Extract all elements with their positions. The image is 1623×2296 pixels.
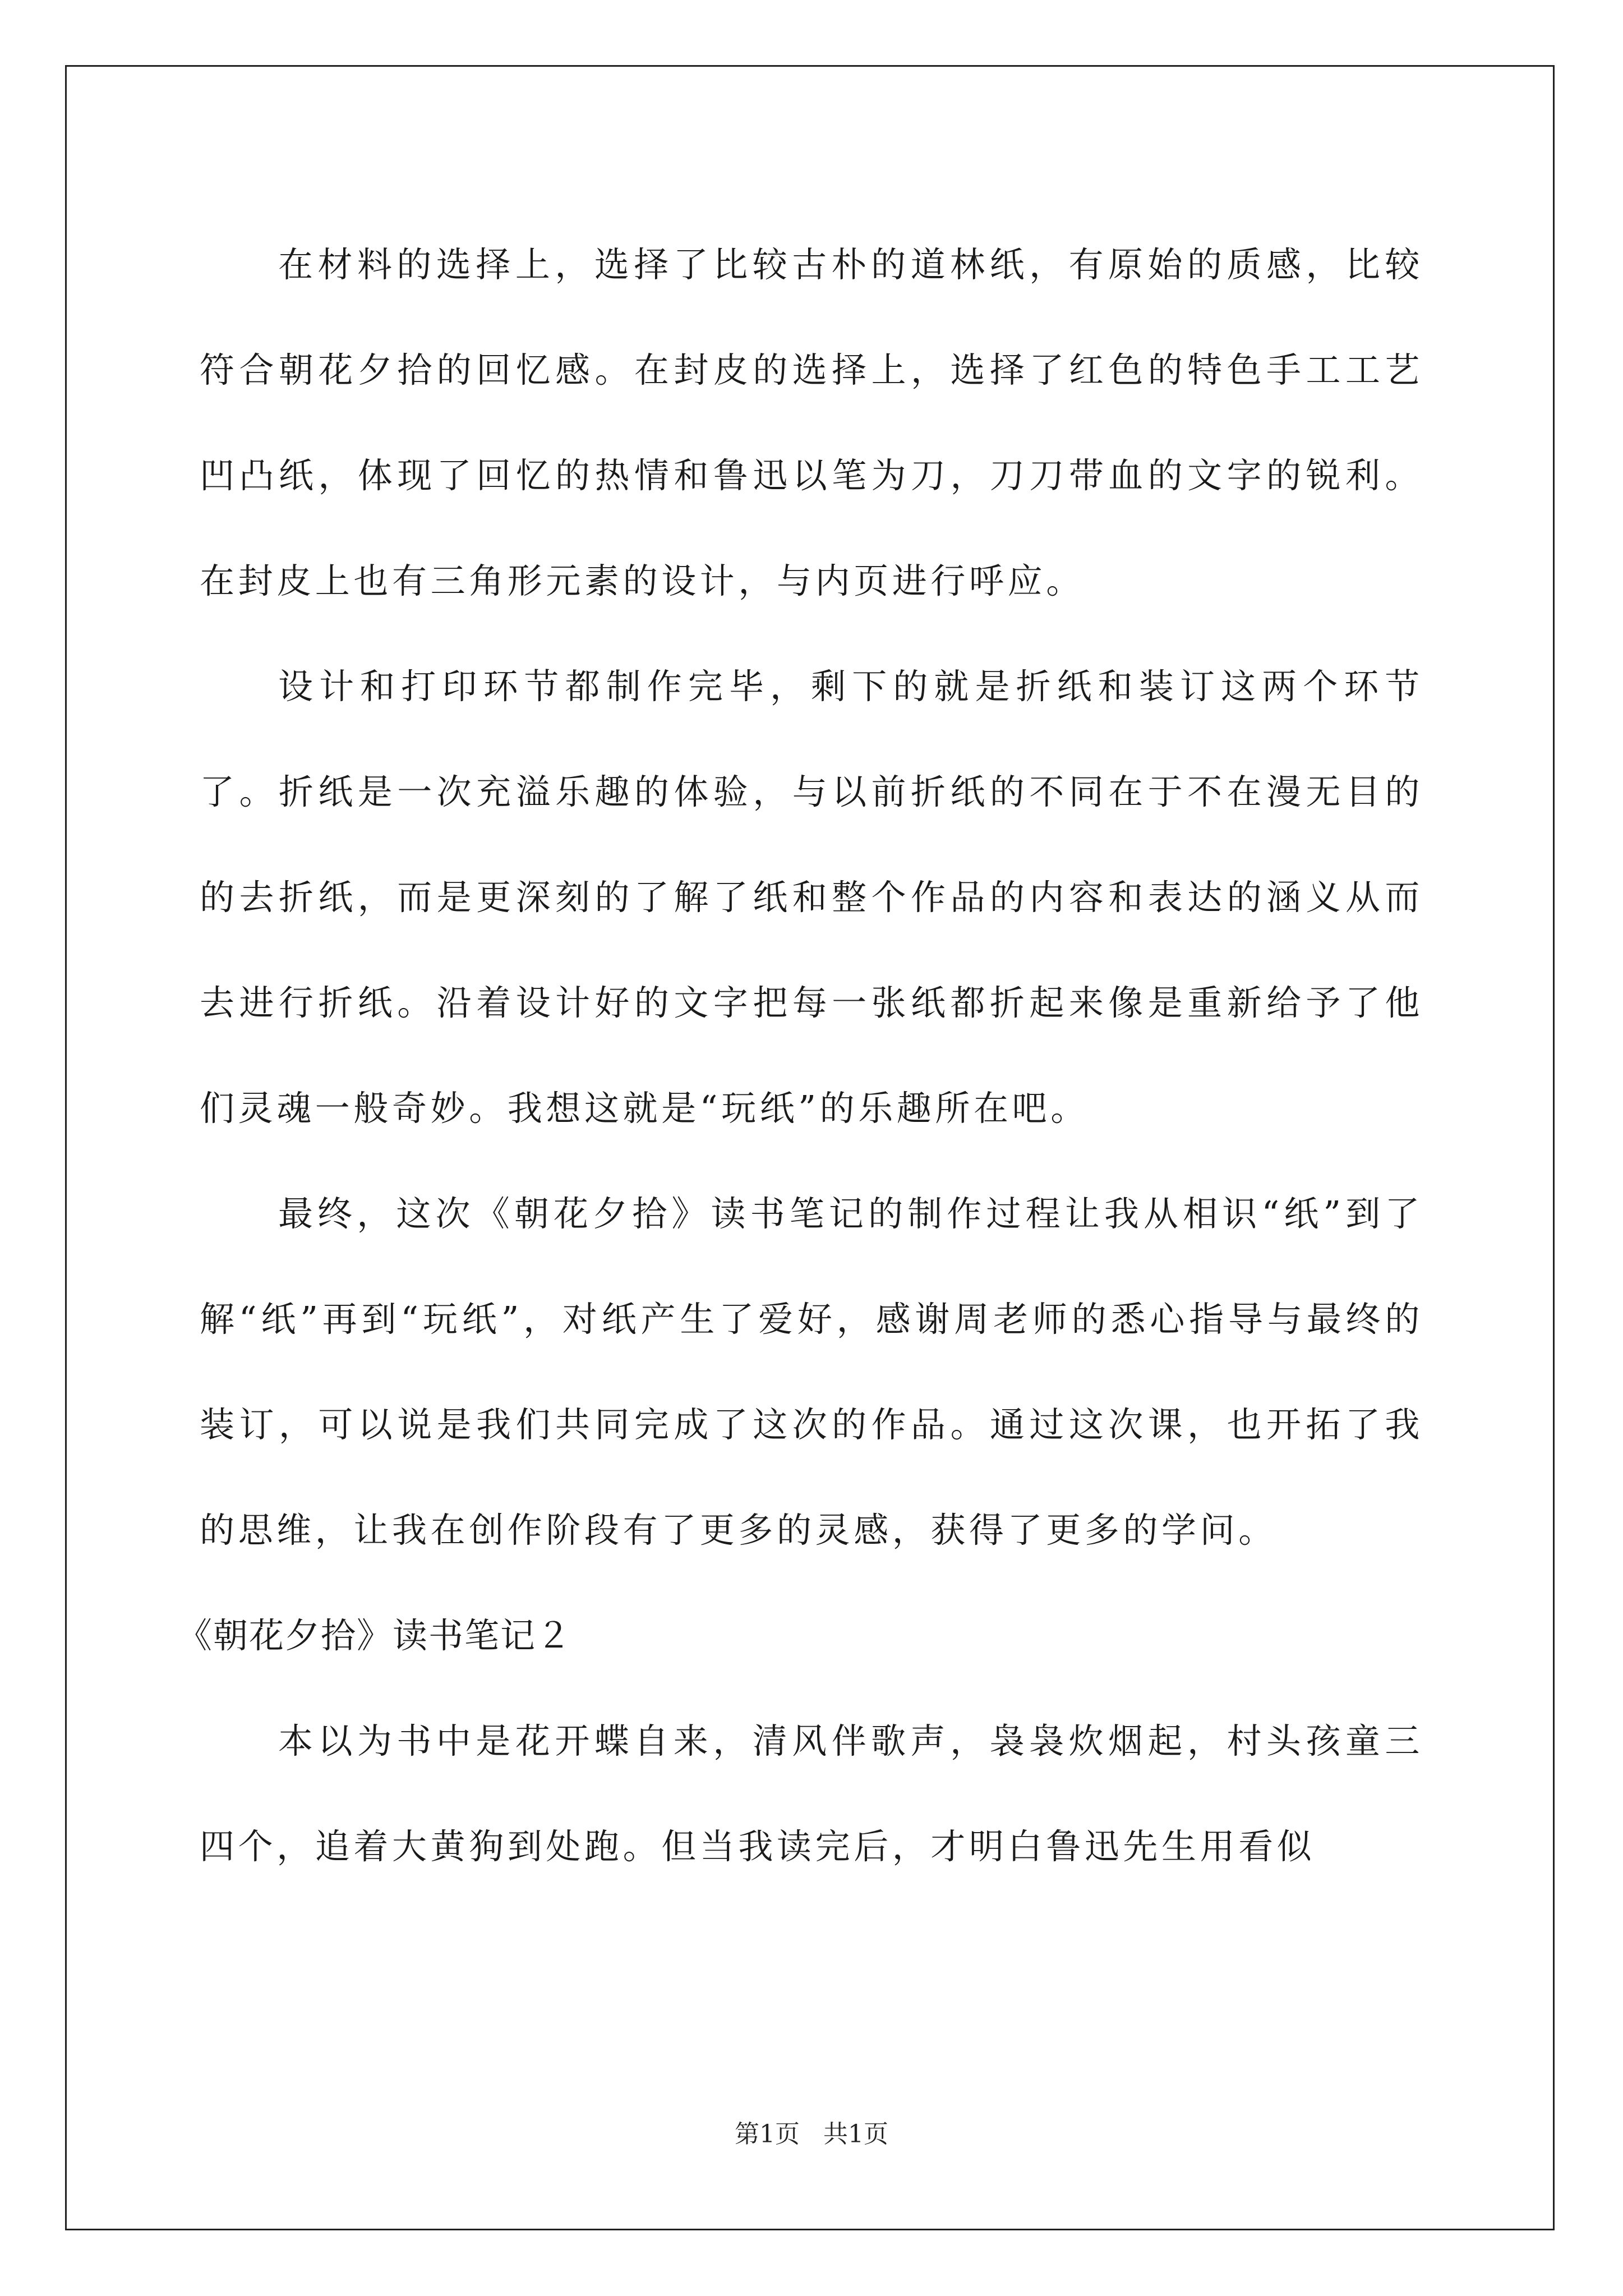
- page-total: 共1页: [823, 2120, 888, 2148]
- document-body: [177, 212, 1423, 1899]
- page-footer: [0, 2114, 1623, 2150]
- page-number: 第1页: [735, 2120, 800, 2148]
- paragraph-section-start: 本以为书中是花开蝶自来，清风伴歌声，袅袅炊烟起，村头孩童三四个，追着大黄狗到处跑。但当我读完后，才明白鲁迅先生用看似: [200, 1720, 1423, 1867]
- paragraph-conclusion: 最终，这次《朝花夕拾》读书笔记的制作过程让我从相识“纸”到了解“纸”再到“玩纸”，对纸产生了爱好，感谢周老师的悉心指导与最终的装订，可以说是我们共同完成了这次的作品。通过这次课，也开拓了我的思维，让我在创作阶段有了更多的灵感，获得了更多的学问。: [200, 1193, 1423, 1550]
- paragraph-materials: 在材料的选择上，选择了比较古朴的道林纸，有原始的质感，比较符合朝花夕拾的回忆感。在封皮的选择上，选择了红色的特色手工工艺凹凸纸，体现了回忆的热情和鲁迅以笔为刀，刀刀带血的文字的锐利。在封皮上也有三角形元素的设计，与内页进行呼应。: [200, 244, 1423, 601]
- section-heading: 《朝花夕拾》读书笔记２: [177, 1615, 573, 1656]
- paragraph-folding: 设计和打印环节都制作完毕，剩下的就是折纸和装订这两个环节了。折纸是一次充溢乐趣的体验，与以前折纸的不同在于不在漫无目的的去折纸，而是更深刻的了解了纸和整个作品的内容和表达的涵义从而去进行折纸。沿着设计好的文字把每一张纸都折起来像是重新给予了他们灵魂一般奇妙。我想这就是“玩纸”的乐趣所在吧。: [200, 666, 1423, 1129]
